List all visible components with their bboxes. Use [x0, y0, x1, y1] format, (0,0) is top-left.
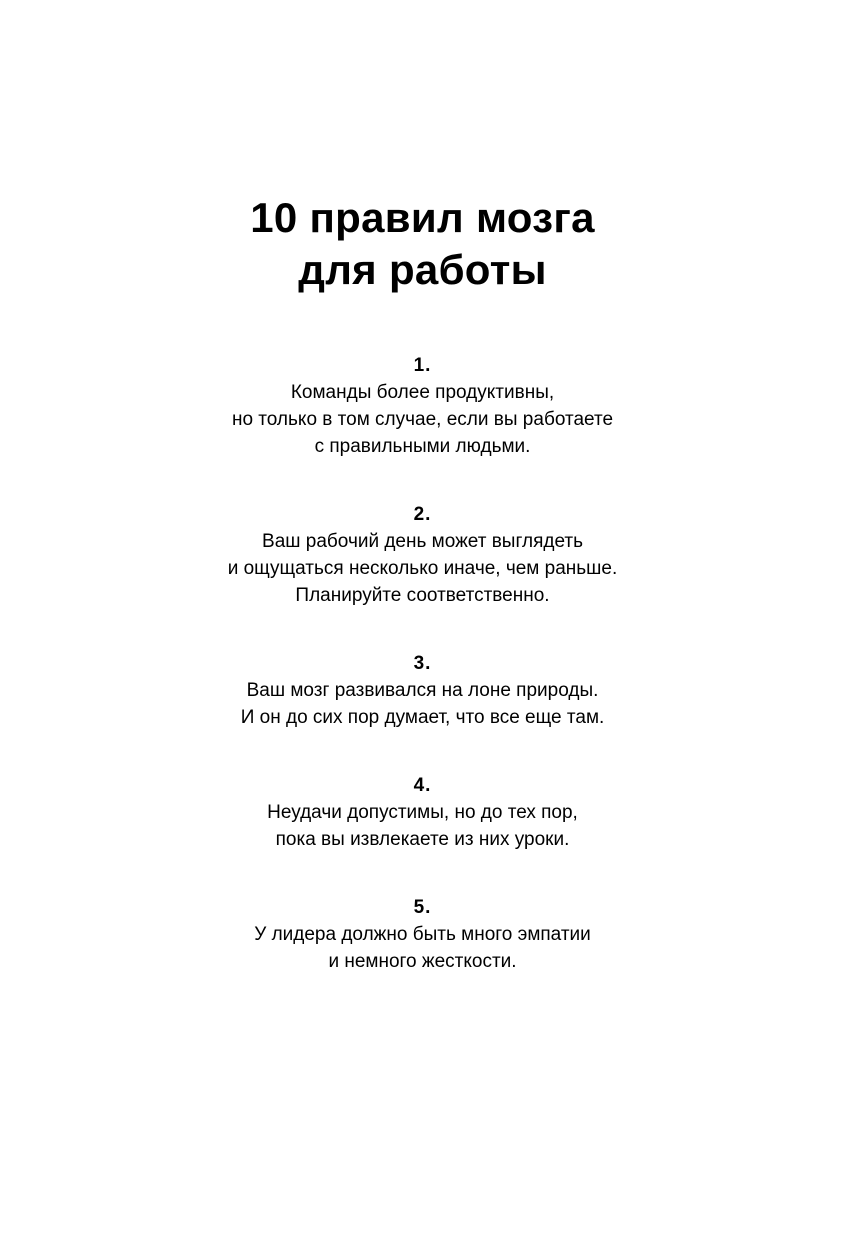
rule-item-3 [0, 650, 845, 731]
rule-text-line: И он до сих пор думает, что все еще там. [240, 707, 605, 728]
rule-number: 2. [413, 504, 432, 525]
rule-number: 3. [413, 653, 432, 674]
rule-text-line: пока вы извлекаете из них уроки. [275, 829, 570, 850]
rule-item-2 [0, 501, 845, 609]
page-title-line-2: для работы [298, 246, 547, 293]
page-title-line-1: 10 правил мозга [250, 194, 595, 241]
rule-item-5 [0, 894, 845, 975]
rule-text-line: У лидера должно быть много эмпатии [254, 924, 591, 945]
rule-text-line: Ваш мозг развивался на лоне природы. [246, 680, 599, 701]
rule-text-line: и ощущаться несколько иначе, чем раньше. [227, 558, 618, 579]
rule-number: 5. [413, 897, 432, 918]
rule-text-line: Неудачи допустимы, но до тех пор, [267, 802, 578, 823]
rule-text-line: и немного жесткости. [328, 951, 517, 972]
rule-text-line: с правильными людьми. [314, 436, 531, 457]
page-title [0, 192, 845, 296]
rule-number: 4. [413, 775, 432, 796]
rule-number: 1. [413, 355, 432, 376]
rule-item-4 [0, 772, 845, 853]
rule-text-line: Планируйте соответственно. [295, 585, 550, 606]
rules-list [0, 352, 845, 1016]
rule-text-line: но только в том случае, если вы работаете [231, 409, 614, 430]
rule-text-line: Команды более продуктивны, [290, 382, 555, 403]
rule-text-line: Ваш рабочий день может выглядеть [262, 531, 583, 552]
rule-item-1 [0, 352, 845, 460]
